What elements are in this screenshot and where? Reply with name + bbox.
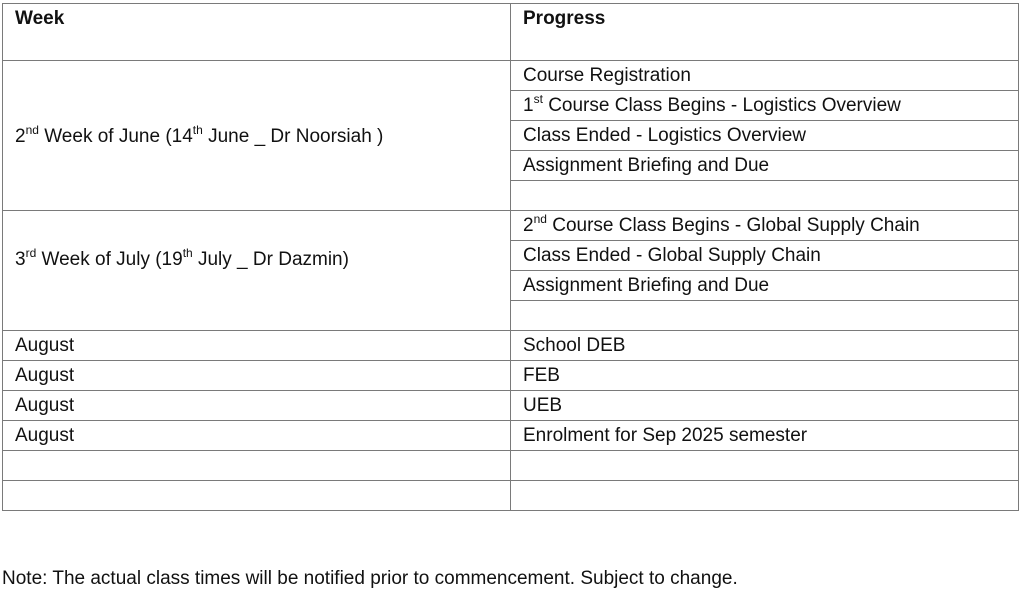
table-row: [3, 391, 1019, 421]
progress-cell: FEB: [511, 361, 1019, 391]
week-cell-empty: [3, 481, 511, 511]
week-header-label: Week: [15, 8, 65, 29]
table-row: [3, 361, 1019, 391]
week-cell: August: [3, 331, 511, 361]
progress-cell-empty: [511, 451, 1019, 481]
progress-cell: Class Ended - Logistics Overview: [511, 121, 1019, 151]
week-column-header: [3, 4, 511, 61]
progress-cell: Assignment Briefing and Due: [511, 271, 1019, 301]
week-cell-empty: [3, 451, 511, 481]
week-cell: August: [3, 361, 511, 391]
table-row: [3, 331, 1019, 361]
table-row: [3, 211, 1019, 241]
week-label-june: 2nd Week of June (14th June _ Dr Noorsiah ): [15, 122, 384, 147]
progress-cell-empty: [511, 481, 1019, 511]
progress-cell: 2nd Course Class Begins - Global Supply Chain: [511, 211, 1019, 241]
week-cell-july: [3, 211, 511, 331]
progress-cell: Course Registration: [511, 61, 1019, 91]
schedule-table: [2, 3, 1019, 511]
progress-cell: 1st Course Class Begins - Logistics Overview: [511, 91, 1019, 121]
table-row: [3, 451, 1019, 481]
progress-cell: UEB: [511, 391, 1019, 421]
progress-column-header: [511, 4, 1019, 61]
progress-cell: Enrolment for Sep 2025 semester: [511, 421, 1019, 451]
week-cell: August: [3, 421, 511, 451]
header-row: [3, 4, 1019, 61]
table-row: [3, 421, 1019, 451]
progress-header-label: Progress: [523, 8, 606, 29]
week-label-july: 3rd Week of July (19th July _ Dr Dazmin): [15, 245, 349, 270]
table-row: [3, 61, 1019, 91]
week-cell-june: [3, 61, 511, 211]
week-cell: August: [3, 391, 511, 421]
progress-cell: Class Ended - Global Supply Chain: [511, 241, 1019, 271]
progress-cell: School DEB: [511, 331, 1019, 361]
progress-cell: Assignment Briefing and Due: [511, 151, 1019, 181]
schedule-note: Note: The actual class times will be notified prior to commencement. Subject to change.: [2, 568, 738, 589]
progress-cell-empty: [511, 181, 1019, 211]
table-row: [3, 481, 1019, 511]
progress-cell-empty: [511, 301, 1019, 331]
